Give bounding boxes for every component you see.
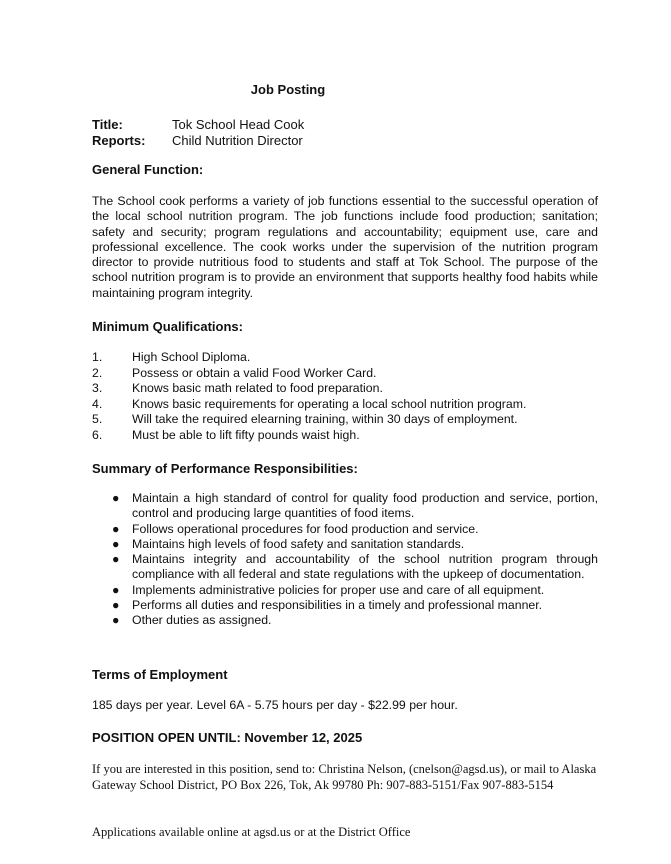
list-item xyxy=(92,428,592,444)
title-value: Tok School Head Cook xyxy=(172,117,305,132)
min-qualifications-heading: Minimum Qualifications: xyxy=(92,319,243,334)
list-item xyxy=(112,537,598,552)
bullet-icon: ● xyxy=(112,598,120,613)
job-meta xyxy=(92,117,304,149)
item-number: 6. xyxy=(92,427,103,442)
list-item xyxy=(112,583,598,598)
item-text: Performs all duties and responsibilities in a timely and professional manner. xyxy=(132,598,543,613)
item-text: Implements administrative policies for proper use and care of all equipment. xyxy=(132,582,545,597)
list-item xyxy=(92,397,592,413)
list-item xyxy=(112,522,598,537)
position-open-until: POSITION OPEN UNTIL: November 12, 2025 xyxy=(92,730,363,745)
item-text: Must be able to lift fifty pounds waist high. xyxy=(132,427,360,442)
item-number: 5. xyxy=(92,412,103,427)
item-text: Maintain a high standard of control for quality food production and service, portion, control and producing large quantities of food items. xyxy=(132,491,598,521)
responsibilities-list xyxy=(112,491,598,629)
applications-text: Applications available online at agsd.us or at the District Office xyxy=(92,825,411,839)
title-label: Title: xyxy=(92,117,123,132)
item-number: 1. xyxy=(92,350,103,364)
item-text: Knows basic requirements for operating a local school nutrition program. xyxy=(132,396,527,411)
title-field xyxy=(92,117,304,133)
bullet-icon: ● xyxy=(112,521,120,536)
item-text: High School Diploma. xyxy=(132,350,251,364)
list-item xyxy=(112,613,598,628)
contact-text: If you are interested in this position, send to: Christina Nelson, (cnelson@agsd.us), or mail to Alaska Gateway School District, PO Box 226, Tok, Ak 99780 Ph: 907-883-5151/Fax 907-883-5154 xyxy=(92,762,597,792)
reports-label: Reports: xyxy=(92,133,146,148)
item-text: Knows basic math related to food preparation. xyxy=(132,381,383,396)
item-number: 3. xyxy=(92,381,103,396)
item-text: Maintains integrity and accountability of the school nutrition program through compliance with all federal and state regulations with the upkeep of documentation. xyxy=(132,552,598,582)
list-item xyxy=(92,412,592,428)
item-number: 2. xyxy=(92,365,103,380)
list-item xyxy=(112,491,598,522)
bullet-icon: ● xyxy=(112,491,120,505)
terms-heading: Terms of Employment xyxy=(92,667,228,682)
responsibilities-heading: Summary of Performance Responsibilities: xyxy=(92,461,358,476)
item-number: 4. xyxy=(92,396,103,411)
general-function-text: The School cook performs a variety of job functions essential to the successful operation of the local school nutrition program. The job functions include food production; sanitation; safety and security; program regulations and accountability; equipment use, care and professional excellence. The cook works under the supervision of the nutrition program director to provide nutritious food to students and staff at Tok School. The purpose of the school nutrition program is to provide an environment that supports healthy food habits while maintaining program integrity. xyxy=(92,194,598,300)
bullet-icon: ● xyxy=(112,552,120,567)
list-item xyxy=(112,552,598,583)
reports-field xyxy=(92,133,304,149)
page-title: Job Posting xyxy=(250,82,326,97)
list-item xyxy=(92,350,592,366)
bullet-icon: ● xyxy=(112,536,120,551)
list-item xyxy=(92,366,592,382)
reports-value: Child Nutrition Director xyxy=(172,133,303,148)
item-text: Other duties as assigned. xyxy=(132,613,272,628)
qualifications-list xyxy=(92,350,592,444)
item-text: Maintains high levels of food safety and sanitation standards. xyxy=(132,536,465,551)
item-text: Possess or obtain a valid Food Worker Card. xyxy=(132,365,377,380)
list-item xyxy=(112,598,598,613)
item-text: Follows operational procedures for food production and service. xyxy=(132,521,479,536)
general-function-heading: General Function: xyxy=(92,162,204,177)
terms-text: 185 days per year. Level 6A - 5.75 hours per day - $22.99 per hour. xyxy=(92,698,458,712)
list-item xyxy=(92,381,592,397)
bullet-icon: ● xyxy=(112,613,120,628)
bullet-icon: ● xyxy=(112,582,120,597)
item-text: Will take the required elearning training, within 30 days of employment. xyxy=(132,412,518,427)
